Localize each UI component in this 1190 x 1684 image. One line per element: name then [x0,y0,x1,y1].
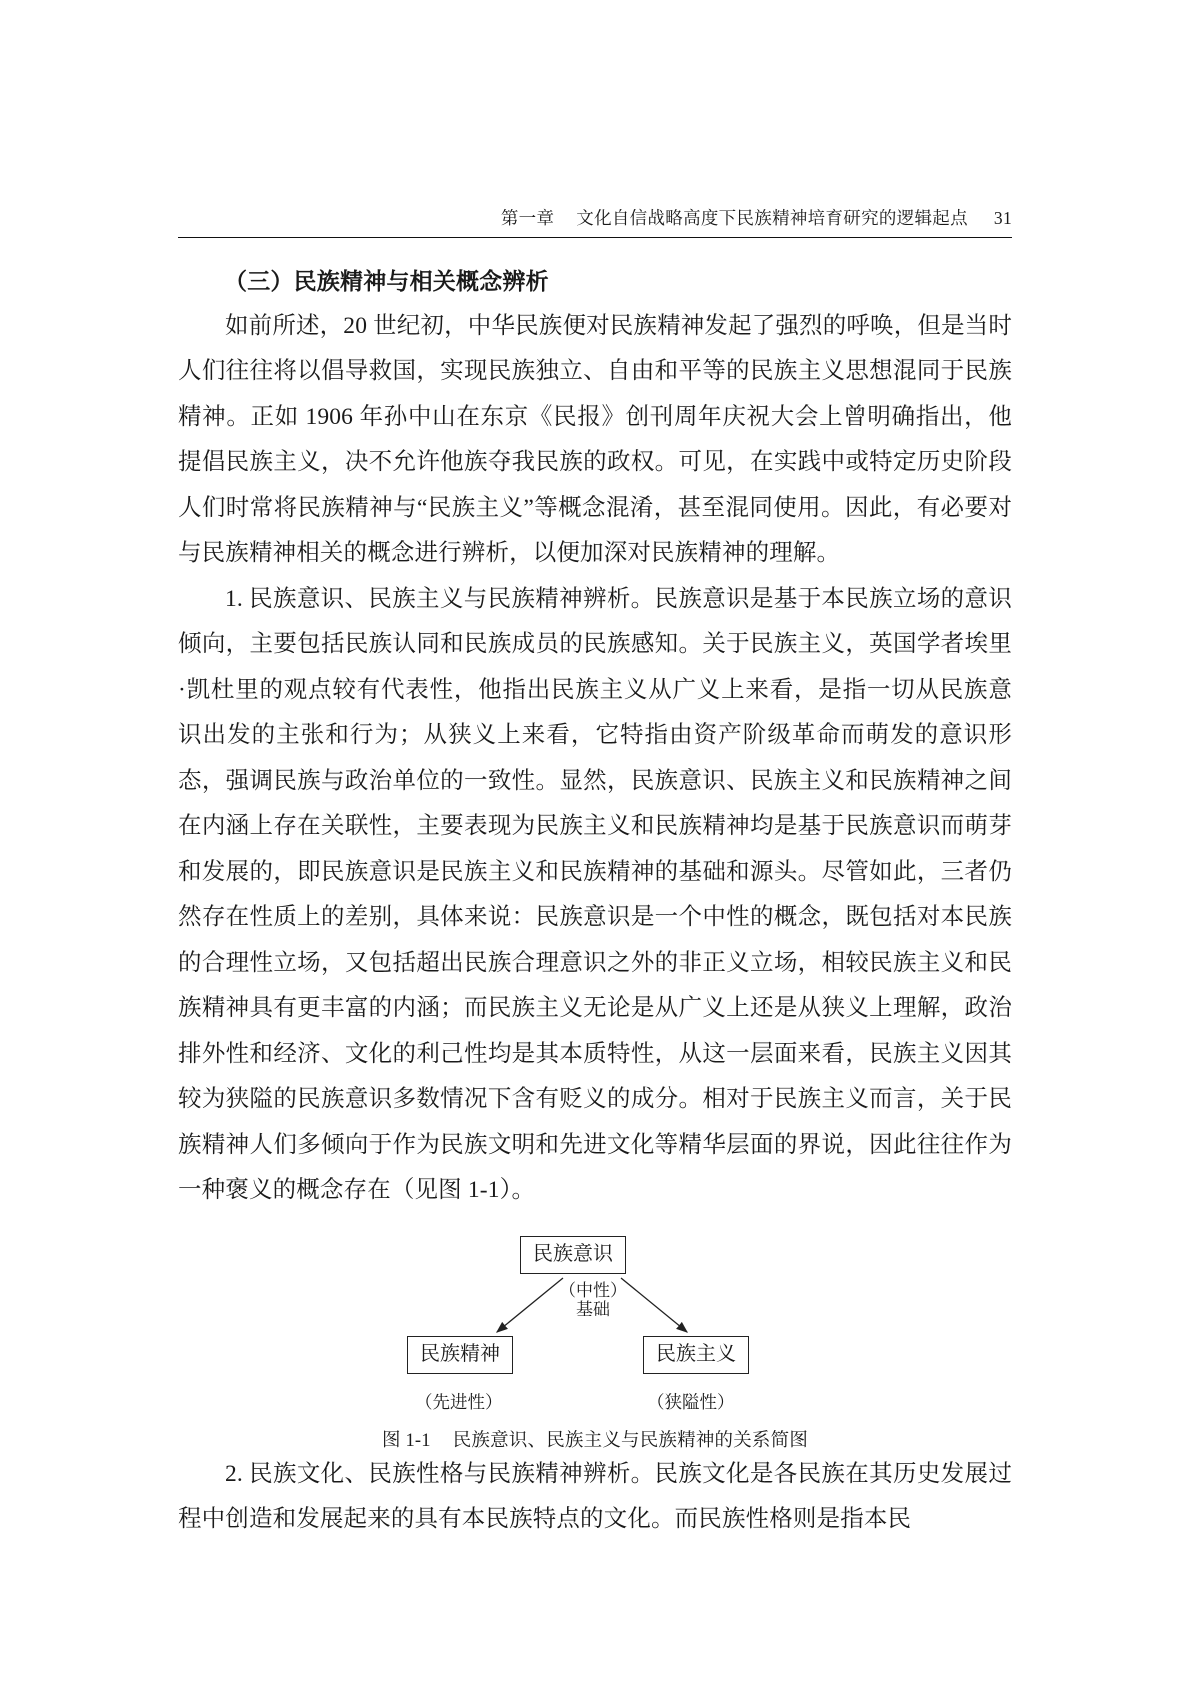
diagram-middle-label-line2: 基础 [576,1299,610,1319]
figure-caption-text: 民族意识、民族主义与民族精神的关系简图 [452,1430,809,1451]
running-head-title: 文化自信战略高度下民族精神培育研究的逻辑起点 [576,208,968,228]
diagram-middle-label [528,1281,658,1319]
diagram-node-left: 民族精神 [407,1336,513,1374]
figure-1-1 [178,1236,1012,1452]
section-heading: （三）民族精神与相关概念辨析 [224,269,549,294]
paragraph-1: 如前所述，20 世纪初，中华民族便对民族精神发起了强烈的呼唤，但是当时人们往往将以倡导救国，实现民族独立、自由和平等的民族主义思想混同于民族精神。正如 1906 年孙中山在东京《民报》创刊周年庆祝大会上曾明确指出，他提倡民族主义，决不允许他族夺我民族的政权。可见，在实践中或特定历史阶段人们时常将民族精神与“民族主义”等概念混淆，甚至混同使用。因此，有必要对与民族精神相关的概念进行辨析，以便加深对民族精神的理解。 [178,312,1012,567]
page-content [178,205,1012,1543]
diagram-sublabel-right: （狭隘性） [647,1391,735,1412]
diagram-node-top: 民族意识 [520,1236,626,1274]
page-number: 31 [993,208,1012,228]
diagram-middle-label-line1: （中性） [559,1280,627,1300]
diagram-sublabel-left: （先进性） [415,1391,503,1412]
paragraph-2: 1. 民族意识、民族主义与民族精神辨析。民族意识是基于本民族立场的意识倾向，主要包括民族认同和民族成员的民族感知。关于民族主义，英国学者埃里·凯杜里的观点较有代表性，他指出民族主义从广义上来看，是指一切从民族意识出发的主张和行为；从狭义上来看，它特指由资产阶级革命而萌发的意识形态，强调民族与政治单位的一致性。显然，民族意识、民族主义和民族精神之间在内涵上存在关联性，主要表现为民族主义和民族精神均是基于民族意识而萌芽和发展的，即民族意识是民族主义和民族精神的基础和源头。尽管如此，三者仍然存在性质上的差别，具体来说：民族意识是一个中性的概念，既包括对本民族的合理性立场，又包括超出民族合理意识之外的非正义立场，相较民族主义和民族精神具有更丰富的内涵；而民族主义无论是从广义上还是从狭义上理解，政治排外性和经济、文化的利己性均是其本质特性，从这一层面来看，民族主义因其较为狭隘的民族意识多数情况下含有贬义的成分。相对于民族主义而言，关于民族精神人们多倾向于作为民族文明和先进文化等精华层面的界说，因此往往作为一种褒义的概念存在（见图 1-1）。 [178,585,1012,1204]
diagram-node-right: 民族主义 [643,1336,749,1374]
running-head [178,205,1012,237]
paragraph-3: 2. 民族文化、民族性格与民族精神辨析。民族文化是各民族在其历史发展过程中创造和发展起来的具有本民族特点的文化。而民族性格则是指本民 [178,1460,1012,1533]
relationship-diagram [385,1236,805,1412]
figure-caption [382,1426,808,1452]
figure-caption-number: 图 1-1 [381,1430,431,1451]
header-rule [178,237,1012,238]
running-head-chapter: 第一章 [500,208,555,228]
